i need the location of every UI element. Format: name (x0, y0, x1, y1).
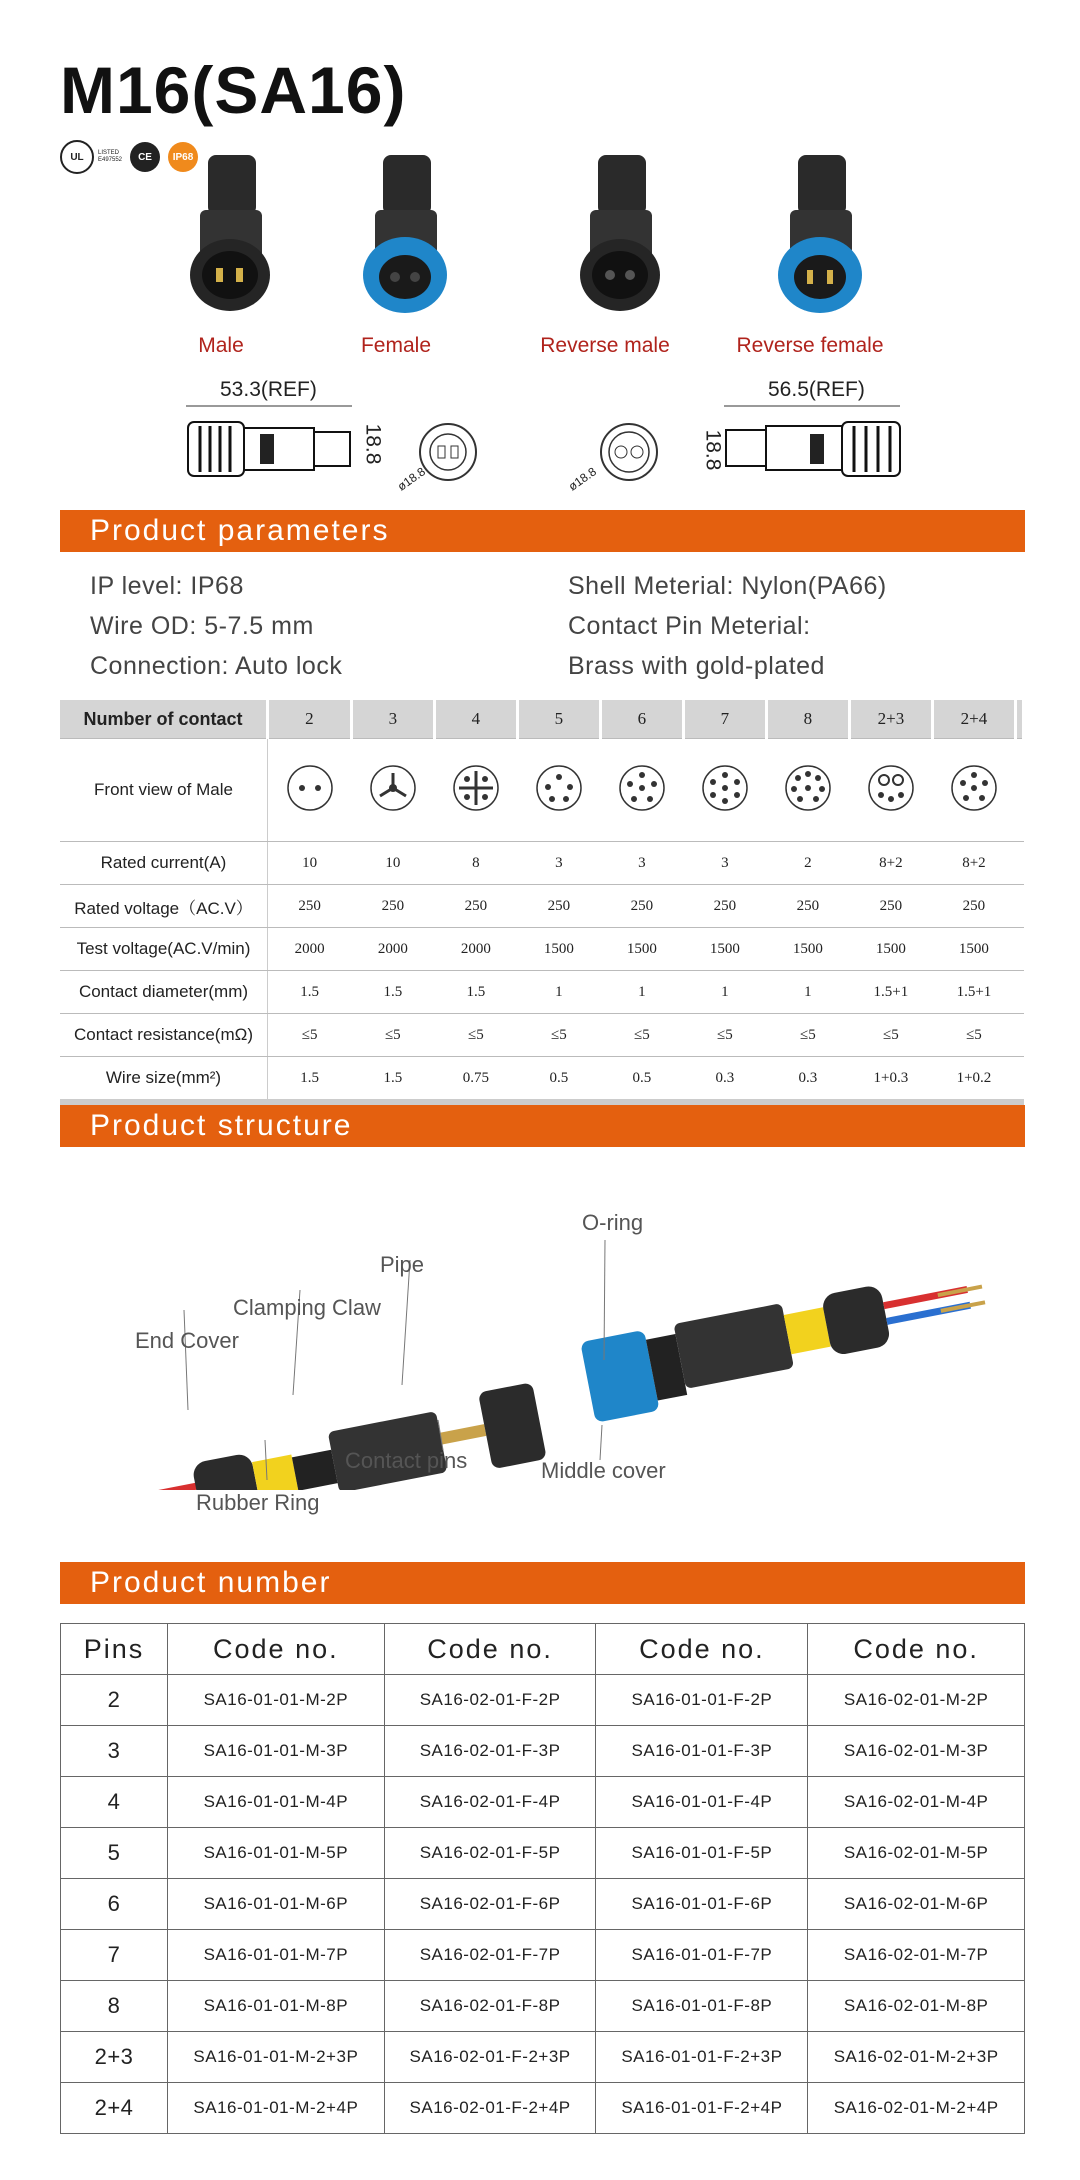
pin-face-2-icon (285, 763, 335, 813)
contact-count-2: 2 (268, 700, 352, 739)
header-code-4: Code no. (808, 1624, 1025, 1675)
contact-count-8: 8 (766, 700, 849, 739)
left-dimension-drawing (180, 400, 360, 490)
pins-cell: 2+4 (61, 2083, 168, 2134)
spec-cell: 250 (600, 885, 683, 928)
spec-cell: 250 (517, 885, 600, 928)
pin-face-7 (683, 739, 766, 842)
pins-cell: 6 (61, 1879, 168, 1930)
callout-middle-cover: Middle cover (541, 1458, 666, 1483)
spec-row-label: Contact diameter(mm) (60, 971, 268, 1014)
code-cell: SA16-02-01-M-2+3P (808, 2032, 1025, 2083)
ul-listed-text: LISTED (98, 150, 120, 156)
spec-cell: 8+2 (849, 842, 932, 885)
spec-cell-spacer (1015, 971, 1023, 1014)
code-cell: SA16-01-01-F-7P (596, 1930, 808, 1981)
spec-header-label: Number of contact (60, 700, 268, 739)
spec-cell: ≤5 (434, 1014, 517, 1057)
pin-face-7-icon (700, 763, 750, 813)
spec-cell: 1.5 (351, 971, 434, 1014)
product-number-header-row (61, 1624, 1025, 1675)
spec-cell: ≤5 (766, 1014, 849, 1057)
spec-cell: 2000 (351, 928, 434, 971)
spec-cell: 1.5 (351, 1057, 434, 1103)
code-cell: SA16-02-01-M-2P (808, 1675, 1025, 1726)
code-cell: SA16-01-01-M-5P (168, 1828, 385, 1879)
code-cell: SA16-02-01-M-4P (808, 1777, 1025, 1828)
spec-cell: 1500 (683, 928, 766, 971)
front-view-spacer (1015, 739, 1023, 842)
table-row (61, 1675, 1025, 1726)
spec-cell-spacer (1015, 928, 1023, 971)
code-cell: SA16-01-01-M-6P (168, 1879, 385, 1930)
dim-right-length: 56.5(REF) (768, 378, 865, 401)
pins-cell: 2 (61, 1675, 168, 1726)
contact-count-7: 7 (683, 700, 766, 739)
code-cell: SA16-02-01-F-3P (384, 1726, 596, 1777)
code-cell: SA16-01-01-M-7P (168, 1930, 385, 1981)
dim-circle2-label: ø18.8 (565, 464, 599, 494)
callout-o-ring: O-ring (582, 1210, 644, 1235)
code-cell: SA16-01-01-M-2P (168, 1675, 385, 1726)
code-cell: SA16-01-01-M-8P (168, 1981, 385, 2032)
pins-cell: 3 (61, 1726, 168, 1777)
code-cell: SA16-02-01-F-7P (384, 1930, 596, 1981)
section-product-parameters: Product parameters (60, 510, 1025, 552)
spec-row-label: Rated current(A) (60, 842, 268, 885)
section-product-number: Product number (60, 1562, 1025, 1604)
male-front-circle-drawing (400, 410, 490, 500)
spec-cell: 0.3 (766, 1057, 849, 1103)
code-cell: SA16-02-01-M-5P (808, 1828, 1025, 1879)
code-cell: SA16-02-01-M-2+4P (808, 2083, 1025, 2134)
pins-cell: 8 (61, 1981, 168, 2032)
code-cell: SA16-01-01-F-2+4P (596, 2083, 808, 2134)
spec-cell: 1500 (849, 928, 932, 971)
code-cell: SA16-01-01-F-6P (596, 1879, 808, 1930)
spec-cell: 10 (351, 842, 434, 885)
code-cell: SA16-02-01-F-2+3P (384, 2032, 596, 2083)
pins-cell: 4 (61, 1777, 168, 1828)
table-row (61, 1981, 1025, 2032)
dim-circle1-label: ø18.8 (394, 464, 428, 494)
table-row (61, 1879, 1025, 1930)
spec-cell: 0.5 (517, 1057, 600, 1103)
spec-cell: 1500 (766, 928, 849, 971)
spec-cell: ≤5 (268, 1014, 352, 1057)
spec-cell: 1+0.2 (932, 1057, 1015, 1103)
spec-cell: ≤5 (600, 1014, 683, 1057)
table-row (61, 1777, 1025, 1828)
contact-count-2plus3: 2+3 (849, 700, 932, 739)
spec-cell: 3 (600, 842, 683, 885)
right-dimension-drawing (718, 400, 908, 490)
pin-face-2plus3-icon (866, 763, 916, 813)
header-code-1: Code no. (168, 1624, 385, 1675)
spec-cell: 1 (517, 971, 600, 1014)
spec-cell: 0.75 (434, 1057, 517, 1103)
code-cell: SA16-02-01-F-6P (384, 1879, 596, 1930)
spec-cell: 2 (766, 842, 849, 885)
code-cell: SA16-02-01-M-7P (808, 1930, 1025, 1981)
spec-cell: ≤5 (351, 1014, 434, 1057)
spec-cell-spacer (1015, 1014, 1023, 1057)
header-code-3: Code no. (596, 1624, 808, 1675)
spec-cell: ≤5 (683, 1014, 766, 1057)
code-cell: SA16-02-01-F-5P (384, 1828, 596, 1879)
spec-row-wire-size (60, 1057, 1024, 1103)
code-cell: SA16-02-01-M-8P (808, 1981, 1025, 2032)
dim-left-length: 53.3(REF) (220, 378, 317, 401)
section-product-structure: Product structure (60, 1105, 1025, 1147)
code-cell: SA16-02-01-F-8P (384, 1981, 596, 2032)
ul-cert-icon: UL (60, 140, 94, 174)
spec-cell: 1.5 (434, 971, 517, 1014)
spec-cell: 2000 (434, 928, 517, 971)
callout-end-cover: End Cover (135, 1328, 239, 1353)
pins-cell: 7 (61, 1930, 168, 1981)
front-view-label: Front view of Male (60, 739, 268, 842)
contact-count-4: 4 (434, 700, 517, 739)
header-code-2: Code no. (384, 1624, 596, 1675)
spec-row-test-voltage (60, 928, 1024, 971)
label-reverse-male: Reverse male (540, 334, 670, 357)
code-cell: SA16-02-01-F-2P (384, 1675, 596, 1726)
spec-cell: 250 (849, 885, 932, 928)
spec-row-contact-diameter (60, 971, 1024, 1014)
spec-cell: 2000 (268, 928, 352, 971)
spec-cell: 1+0.3 (849, 1057, 932, 1103)
label-male: Male (198, 334, 244, 357)
code-cell: SA16-02-01-M-6P (808, 1879, 1025, 1930)
spec-cell: ≤5 (849, 1014, 932, 1057)
spec-row-rated-voltage (60, 885, 1024, 928)
pin-face-4 (434, 739, 517, 842)
contact-count-2plus4: 2+4 (932, 700, 1015, 739)
spec-cell-spacer (1015, 885, 1023, 928)
code-cell: SA16-01-01-F-5P (596, 1828, 808, 1879)
spec-row-label: Rated voltage（AC.V） (60, 885, 268, 928)
table-row (61, 2083, 1025, 2134)
spec-cell: 8+2 (932, 842, 1015, 885)
code-cell: SA16-01-01-F-3P (596, 1726, 808, 1777)
pin-face-8 (766, 739, 849, 842)
spec-cell: 0.3 (683, 1057, 766, 1103)
pin-face-2 (268, 739, 352, 842)
male-connector-image (170, 150, 290, 315)
spec-cell: 250 (351, 885, 434, 928)
spec-cell: ≤5 (932, 1014, 1015, 1057)
spec-table (60, 700, 1025, 1105)
female-front-circle-drawing (585, 410, 675, 500)
table-row (61, 1930, 1025, 1981)
ce-cert-icon: CE (130, 142, 160, 172)
table-row (61, 2032, 1025, 2083)
front-view-row (60, 739, 1024, 842)
param-contact-pin-material: Contact Pin Meterial: (568, 612, 811, 640)
spec-row-label: Wire size(mm²) (60, 1057, 268, 1103)
table-row (61, 1828, 1025, 1879)
spec-cell: 1 (766, 971, 849, 1014)
code-cell: SA16-02-01-M-3P (808, 1726, 1025, 1777)
callout-pipe: Pipe (380, 1252, 425, 1277)
spec-header-row (60, 700, 1024, 739)
pin-face-4-icon (451, 763, 501, 813)
spec-cell: 1.5+1 (849, 971, 932, 1014)
spec-cell: 3 (517, 842, 600, 885)
spec-cell-spacer (1015, 1057, 1023, 1103)
dim-right-diameter: 18.8 (701, 429, 725, 471)
code-cell: SA16-01-01-M-2+4P (168, 2083, 385, 2134)
contact-count-6: 6 (600, 700, 683, 739)
contact-count-5: 5 (517, 700, 600, 739)
product-number-table (60, 1623, 1025, 2134)
spec-cell: 3 (683, 842, 766, 885)
spec-header-spacer (1015, 700, 1023, 739)
table-row (61, 1726, 1025, 1777)
code-cell: SA16-01-01-M-3P (168, 1726, 385, 1777)
header-pins: Pins (61, 1624, 168, 1675)
spec-cell: 8 (434, 842, 517, 885)
code-cell: SA16-01-01-F-2+3P (596, 2032, 808, 2083)
ul-listing-note (98, 150, 122, 164)
callout-clamping-claw: Clamping Claw (233, 1295, 381, 1320)
pin-face-2plus3 (849, 739, 932, 842)
spec-cell: 1500 (517, 928, 600, 971)
spec-cell-spacer (1015, 842, 1023, 885)
pin-face-6 (600, 739, 683, 842)
pin-face-2plus4 (932, 739, 1015, 842)
dim-left-diameter: 18.8 (361, 423, 385, 465)
spec-cell: ≤5 (517, 1014, 600, 1057)
spec-cell: 1 (600, 971, 683, 1014)
pins-cell: 5 (61, 1828, 168, 1879)
reverse-male-connector-image (560, 150, 680, 315)
spec-cell: 1 (683, 971, 766, 1014)
ul-file-number: E497552 (98, 157, 123, 163)
callout-contact-pins: Contact pins (345, 1448, 468, 1473)
spec-cell: 250 (683, 885, 766, 928)
param-connection: Connection: Auto lock (90, 652, 343, 680)
spec-cell: 250 (434, 885, 517, 928)
pin-face-3 (351, 739, 434, 842)
param-ip-level: IP level: IP68 (90, 572, 244, 600)
female-connector-image (345, 150, 465, 315)
code-cell: SA16-01-01-M-4P (168, 1777, 385, 1828)
contact-count-3: 3 (351, 700, 434, 739)
code-cell: SA16-01-01-F-8P (596, 1981, 808, 2032)
pin-face-5 (517, 739, 600, 842)
param-wire-od: Wire OD: 5-7.5 mm (90, 612, 314, 640)
spec-row-contact-resistance (60, 1014, 1024, 1057)
pin-face-2plus4-icon (949, 763, 999, 813)
spec-cell: 250 (766, 885, 849, 928)
pins-cell: 2+3 (61, 2032, 168, 2083)
spec-cell: 1500 (600, 928, 683, 971)
spec-cell: 1.5 (268, 1057, 352, 1103)
spec-row-rated-current (60, 842, 1024, 885)
code-cell: SA16-02-01-F-4P (384, 1777, 596, 1828)
code-cell: SA16-02-01-F-2+4P (384, 2083, 596, 2134)
label-reverse-female: Reverse female (736, 334, 884, 357)
spec-cell: 250 (268, 885, 352, 928)
spec-cell: 1500 (932, 928, 1015, 971)
spec-cell: 10 (268, 842, 352, 885)
page-title: M16(SA16) (60, 53, 407, 127)
param-shell-material: Shell Meterial: Nylon(PA66) (568, 572, 887, 600)
callout-rubber-ring: Rubber Ring (196, 1490, 320, 1515)
spec-cell: 0.5 (600, 1057, 683, 1103)
pin-face-5-icon (534, 763, 584, 813)
param-plating: Brass with gold-plated (568, 652, 825, 680)
pin-face-3-icon (368, 763, 418, 813)
code-cell: SA16-01-01-F-2P (596, 1675, 808, 1726)
spec-cell: 1.5 (268, 971, 352, 1014)
code-cell: SA16-01-01-F-4P (596, 1777, 808, 1828)
code-cell: SA16-01-01-M-2+3P (168, 2032, 385, 2083)
reverse-female-connector-image (760, 150, 880, 315)
spec-cell: 1.5+1 (932, 971, 1015, 1014)
pin-face-8-icon (783, 763, 833, 813)
label-female: Female (360, 334, 432, 357)
ip68-cert-icon: IP68 (168, 142, 198, 172)
spec-cell: 250 (932, 885, 1015, 928)
spec-row-label: Contact resistance(mΩ) (60, 1014, 268, 1057)
pin-face-6-icon (617, 763, 667, 813)
spec-row-label: Test voltage(AC.V/min) (60, 928, 268, 971)
